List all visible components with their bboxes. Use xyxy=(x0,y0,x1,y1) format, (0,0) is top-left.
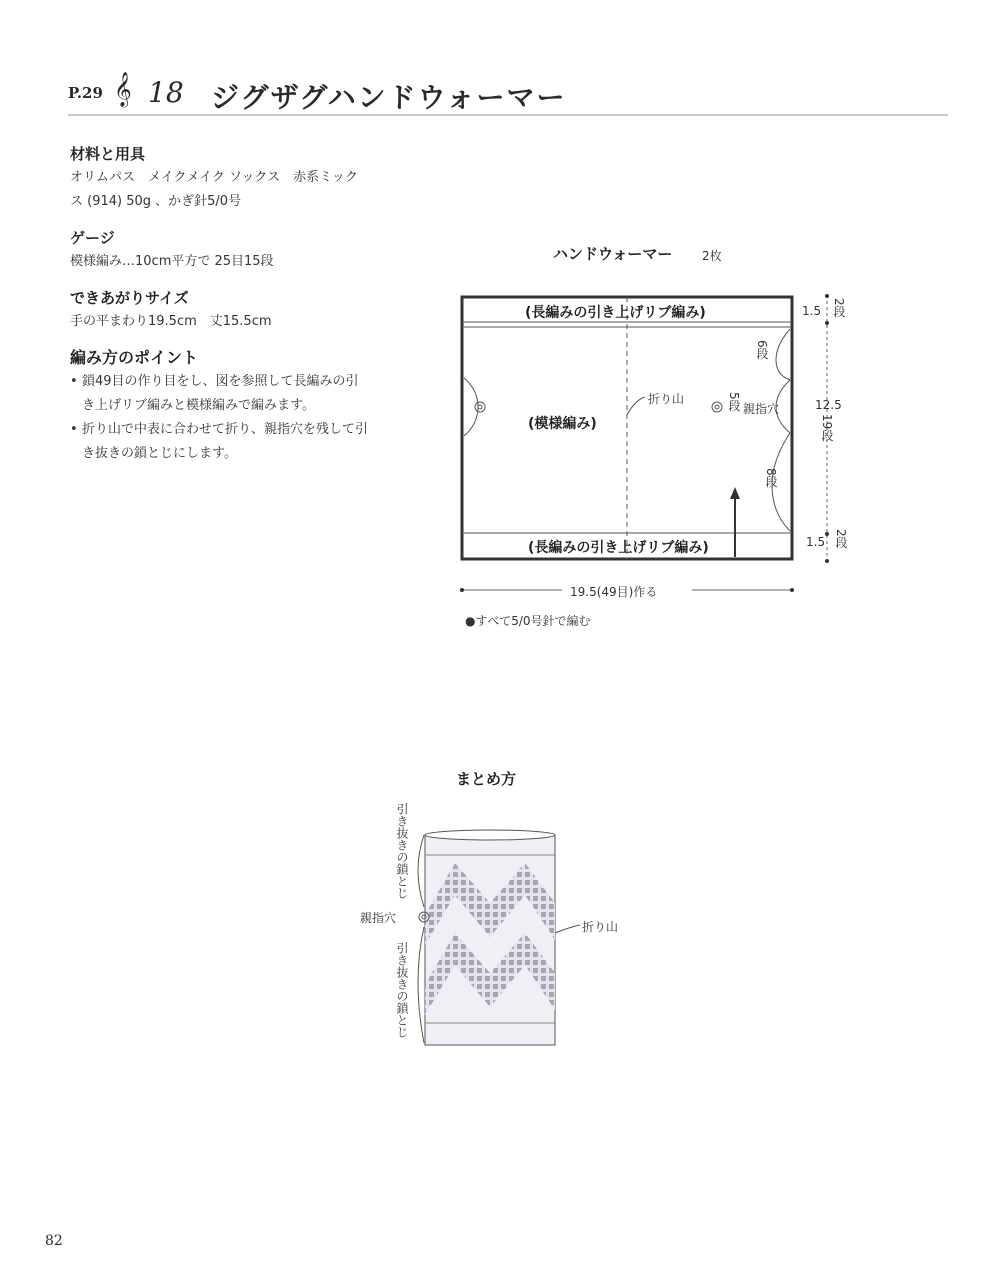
page-title: ジグザグハンドウォーマー xyxy=(211,81,567,114)
seam-bottom-bracket xyxy=(418,927,424,1043)
seam-top-bracket xyxy=(418,835,424,907)
points-heading: 編み方のポイント xyxy=(70,348,199,367)
rows-6-label: 6段 xyxy=(755,340,769,360)
points-item-1-line-1: 鎖49目の作り目をし、図を参照して長編みの引 xyxy=(82,374,359,389)
bullet-2: • xyxy=(70,422,78,437)
diagram1-title: ハンドウォーマー xyxy=(553,245,673,263)
thumb-label-2: 親指穴 xyxy=(360,911,397,925)
points-item-1-line-2: き上げリブ編みと模様編みで編みます。 xyxy=(82,398,315,413)
gauge-heading: ゲージ xyxy=(70,229,115,247)
dim-bot-cm: 1.5 xyxy=(806,535,826,549)
fold-label-2: 折り山 xyxy=(582,920,619,934)
materials-heading: 材料と用具 xyxy=(70,145,146,163)
page-reference: P.29 xyxy=(68,84,103,102)
rows-8-label: 8段 xyxy=(764,468,778,488)
bullet-1: • xyxy=(70,374,78,389)
gauge-text: 模様編み…10cm平方で 25目15段 xyxy=(70,254,274,269)
page-header xyxy=(68,70,948,120)
gauge-section xyxy=(70,227,400,274)
points-item-2-line-1: 折り山で中表に合わせて折り、親指穴を残して引 xyxy=(82,422,369,437)
points-section xyxy=(70,345,400,466)
materials-line-1: オリムパス メイクメイク ソックス 赤系ミック xyxy=(70,170,358,185)
seam-top-label: 引き抜きの鎖とじ xyxy=(395,803,409,899)
dim-mid-rows: 19段 xyxy=(820,414,834,442)
left-thumb-bracket xyxy=(464,378,478,436)
rib-bottom-label: (長編みの引き上げリブ編み) xyxy=(528,540,709,556)
hand-warmer-diagram xyxy=(450,285,870,625)
diagram2-title: まとめ方 xyxy=(456,770,517,788)
diagram1-count: 2枚 xyxy=(702,249,722,263)
ornament-icon: 𝄞 xyxy=(114,72,132,107)
pattern-number: 18 xyxy=(148,76,184,109)
pattern-label: (模様編み) xyxy=(528,416,597,432)
page-number: 82 xyxy=(45,1233,63,1249)
header-divider xyxy=(68,114,948,116)
materials-section xyxy=(70,143,400,214)
width-label: 19.5(49目)作る xyxy=(570,585,658,599)
center-thumb-mark xyxy=(712,402,722,412)
points-item-2-line-2: き抜きの鎖とじにします。 xyxy=(82,446,237,461)
finishing-diagram xyxy=(380,815,640,1065)
needle-note: ●すべて5/0号針で編む xyxy=(465,614,591,628)
size-section xyxy=(70,287,400,334)
fold-label: 折り山 xyxy=(648,392,685,406)
fold-leader xyxy=(627,397,645,415)
left-thumb-mark xyxy=(475,402,485,412)
right-bracket-6 xyxy=(776,329,790,380)
tube-body xyxy=(425,835,555,1045)
rib-top-label: (長編みの引き上げリブ編み) xyxy=(525,305,706,321)
materials-line-2: ス (914) 50g 、かぎ針5/0号 xyxy=(70,194,242,209)
dim-top-rows: 2段 xyxy=(832,298,846,318)
size-text: 手の平まわり19.5cm 丈15.5cm xyxy=(70,314,272,329)
dim-top-cm: 1.5 xyxy=(802,304,822,318)
dim-bot-rows: 2段 xyxy=(834,529,848,549)
tube-top-opening xyxy=(425,830,555,840)
seam-bottom-label: 引き抜きの鎖とじ xyxy=(395,942,409,1038)
fold-leader-2 xyxy=(555,925,580,933)
thumb-label: 親指穴 xyxy=(743,402,780,416)
dim-mid-cm: 12.5 xyxy=(815,398,842,412)
rows-5-label: 5段 xyxy=(727,392,741,412)
size-heading: できあがりサイズ xyxy=(70,289,189,307)
